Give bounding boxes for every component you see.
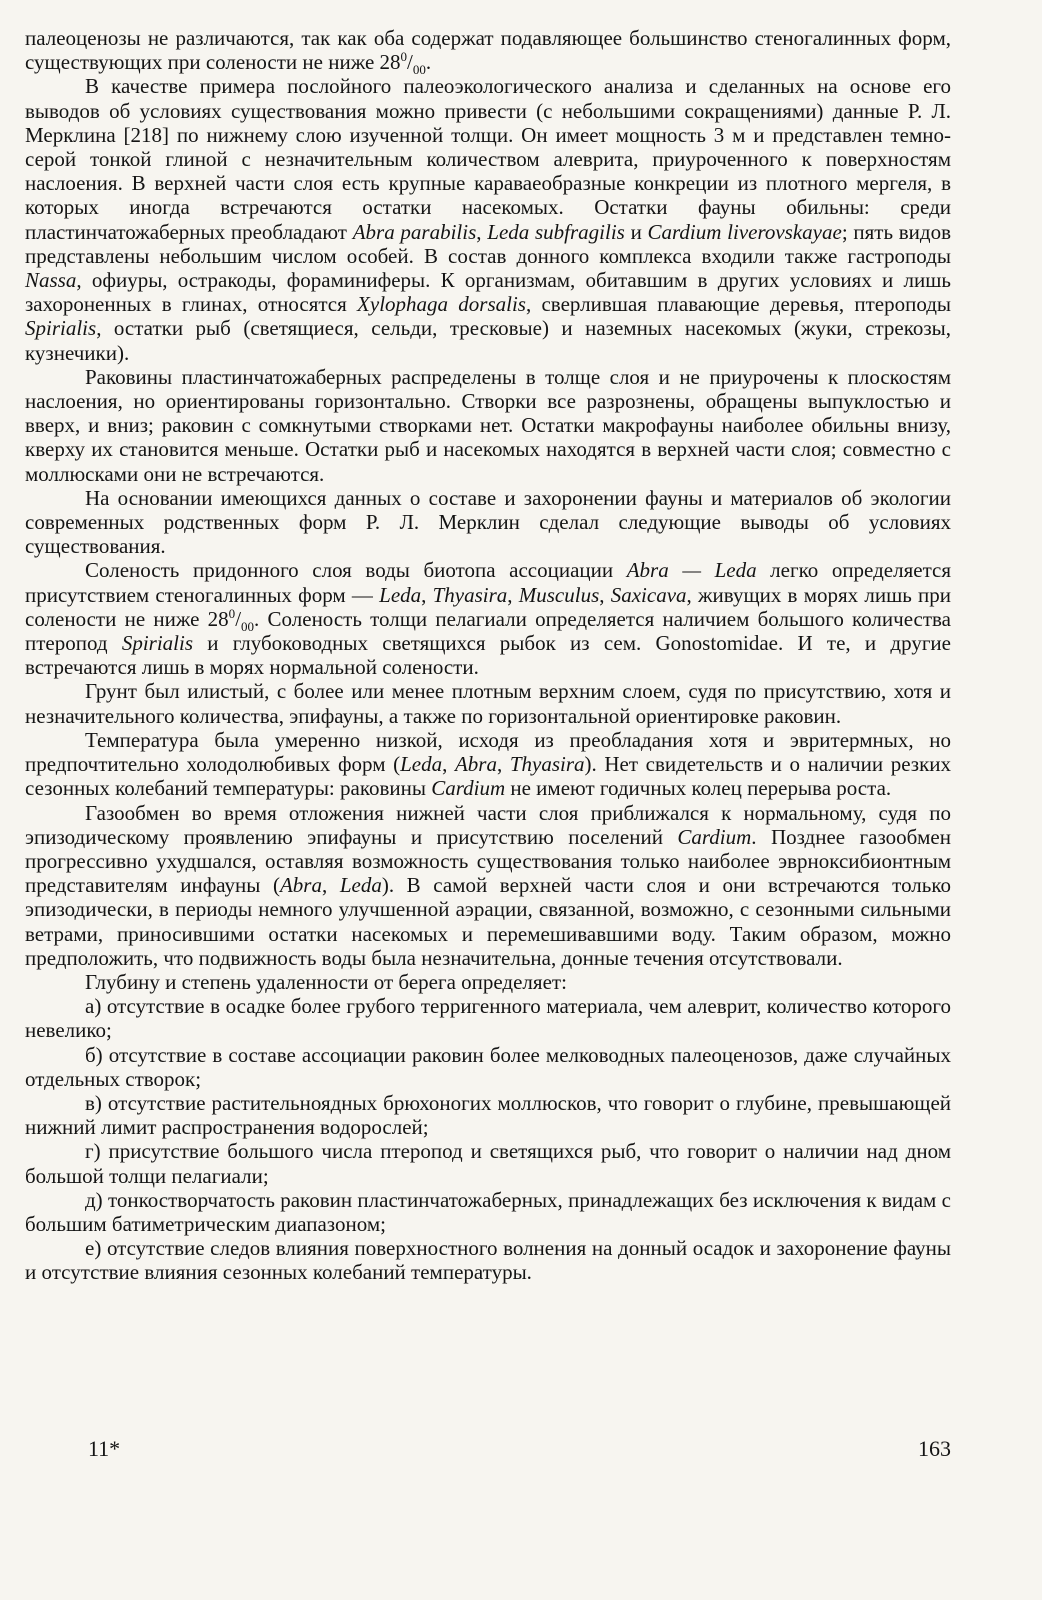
paragraph: Раковины пластинчатожаберных распределены в толще слоя и не приурочены к плоскостям наслоения, но ориентированы горизонтально. Створки все разрознены, обращены выпуклостью и вверх, и вниз; раковин с сомкнутыми створками нет. Остатки макрофауны наиболее обильны внизу, кверху их становится меньше. Остатки рыб и насекомых находятся в верхней части слоя; совместно с моллюсками они не встречаются. bbox=[25, 364, 951, 486]
paragraph: В качестве примера послойного палеоэкологического анализа и сделанных на основе его выводов об условиях существования можно привести (с небольшими сокращениями) данные Р. Л. Мерклина [218] по нижнему слою изученной толщи. Он имеет мощность 3 м и представлен темно-серой тонкой глиной с незначительным количеством алеврита, приуроченного к поверхностям наслоения. В верхней части слоя есть крупные караваеобразные конкреции из плотного мергеля, в которых иногда встречаются остатки насекомых. Остатки фауны обильны: среди пластинчатожаберных преобладают Abra parabilis, Leda subfragilis и Cardium liverovskayae; пять видов представлены небольшим числом особей. В состав донного комплекса входили также гастроподы Nassa, офиуры, остракоды, фораминиферы. К организмам, обитавшим в других условиях и лишь захороненных в глинах, относятся Xylophaga dorsalis, сверлившая плавающие деревья, птероподы Spirialis, остатки рыб (светящиеся, сельди, тресковые) и наземных насекомых (жуки, стрекозы, кузнечики). bbox=[25, 74, 952, 365]
paragraph: г) присутствие большого числа птеропод и светящихся рыб, что говорит о наличии над дном большой толщи пелагиали; bbox=[25, 1139, 951, 1188]
paragraph: Грунт был илистый, с более или менее плотным верхним слоем, судя по присутствию, хотя и незначительного количества, эпифауны, а также по горизонтальной ориентировке раковин. bbox=[25, 679, 951, 728]
paragraph: а) отсутствие в осадке более грубого терригенного материала, чем алеврит, количество которого невелико; bbox=[25, 994, 951, 1043]
paragraph: палеоценозы не различаются, так как оба содержат подавляющее большинство стеногалинных форм, существующих при солености не ниже $28^0/_{00}$. bbox=[25, 26, 951, 78]
page-body bbox=[25, 26, 951, 1285]
signature-mark: 11* bbox=[88, 1436, 121, 1461]
paragraph: д) тонкостворчатость раковин пластинчатожаберных, принадлежащих без исключения к видам с большим батиметрическим диапазоном; bbox=[25, 1187, 951, 1236]
paragraph: Температура была умеренно низкой, исходя из преобладания хотя и эвритермных, но предпочтительно холодолюбивых форм (Leda, Abra, Thyasira). Нет свидетельств и о наличии резких сезонных колебаний температуры: раковины Cardium не имеют годичных колец перерыва роста. bbox=[25, 727, 952, 801]
paragraph: На основании имеющихся данных о составе и захоронении фауны и материалов об экологии современных родственных форм Р. Л. Мерклин сделал следующие выводы об условиях существования. bbox=[25, 485, 951, 559]
paragraph: Соленость придонного слоя воды биотопа ассоциации Abra — Leda легко определяется присутствием стеногалинных форм — Leda, Thyasira, Musculus, Saxicava, живущих в морях лишь при солености не ниже $28^0/_{00}$. Соленость толщи пелагиали определяется наличием большого количества птеропод Spirialis и глубоководных светящихся рыбок из сем. Gonostomidae. И те, и другие встречаются лишь в морях нормальной солености. bbox=[25, 558, 952, 680]
page-number: 163 bbox=[918, 1436, 951, 1461]
paragraph: Глубину и степень удаленности от берега определяет: bbox=[85, 969, 567, 994]
paragraph: в) отсутствие растительноядных брюхоногих моллюсков, что говорит о глубине, превышающей нижний лимит распространения водорослей; bbox=[25, 1090, 951, 1140]
paragraph: Газообмен во время отложения нижней части слоя приближался к нормальному, судя по эпизодическому проявлению эпифауны и присутствию поселений Cardium. Позднее газообмен прогрессивно ухудшался, оставляя возможность существования только наиболее эврноксибионтным представителям инфауны (Abra, Leda). В самой верхней части слоя и они встречаются только эпизодически, в периоды немного улучшенной аэрации, связанной, возможно, с сезонными сильными ветрами, приносившими остатки насекомых и перемешивавшими воду. Таким образом, можно предположить, что подвижность воды была незначительна, донные течения отсутствовали. bbox=[25, 800, 951, 970]
paragraph: б) отсутствие в составе ассоциации раковин более мелководных палеоценозов, даже случайных отдельных створок; bbox=[25, 1042, 951, 1091]
paragraph: е) отсутствие следов влияния поверхностного волнения на донный осадок и захоронение фауны и отсутствие влияния сезонных колебаний температуры. bbox=[25, 1236, 951, 1285]
